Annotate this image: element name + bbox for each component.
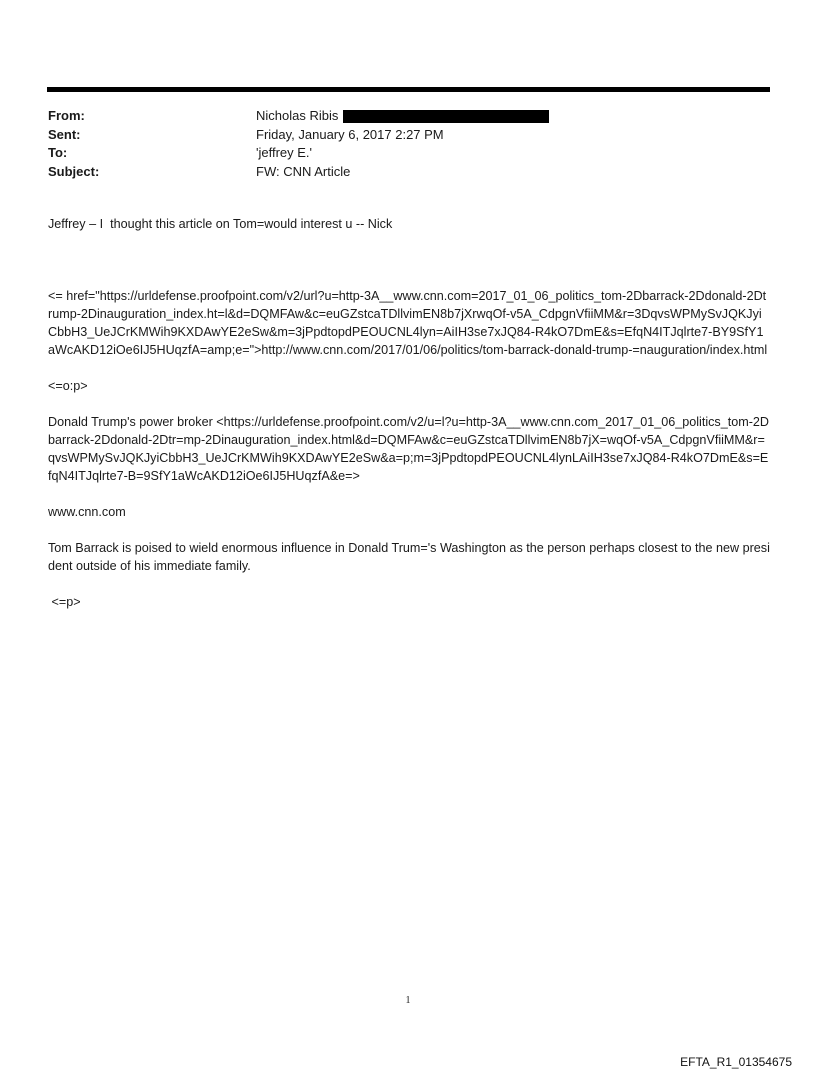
op-tag-paragraph: <=o:p>: [48, 379, 88, 393]
summary-paragraph: Tom Barrack is poised to wield enormous influence in Donald Trum='s Washington as the person perhaps closest to the new president outside of his immediate family.: [48, 541, 770, 573]
sent-value: Friday, January 6, 2017 2:27 PM: [256, 126, 444, 142]
power-broker-paragraph: Donald Trump's power broker <https://urldefense.proofpoint.com/v2/u=l?u=http-3A__www.cnn.com_2017_01_06_politics_tom-2Dbarrack-2Ddonald-2Dtr=mp-2Dinauguration_index.html&d=DQMFAw&c=euGZstcaTDllvimEN8b7jX=wqOf-v5A_CdpgnVfiiMM&r=qvsWPMySvJQKJyiCbbH3_UeJCrKMWih9KXDAwYE2eSw&a=p;m=3jPpdtopdPEOUCNL4lynLAiIH3se7xJQ84-R4kO7DmE&s=EfqN4ITJqlrte7-B=9SfY1aWcAKD12iOe6IJ5HUqzfA&e=>: [48, 415, 770, 483]
page-number: 1: [405, 995, 411, 1006]
sender-name: Nicholas Ribis: [256, 108, 339, 124]
from-row: [48, 107, 768, 126]
sent-row: [48, 126, 768, 145]
to-row: [48, 144, 768, 163]
email-body: [48, 215, 770, 611]
bates-number: EFTA_R1_01354675: [680, 1055, 792, 1069]
link-paragraph: <= href="https://urldefense.proofpoint.com/v2/url?u=http-3A__www.cnn.com=2017_01_06_politics_tom-2Dbarrack-2Ddonald-2Dtrump-2Dinauguration_index.ht=l&d=DQMFAw&c=euGZstcaTDllvimEN8b7jXrwqOf-v5A_CdpgnVfiiMM&r=3DqvsWPMySvJQKJyiCbbH3_UeJCrKMWih9KXDAwYE2eSw&m=3jPpdtopdPEOUCNL4lyn=AiIH3se7xJQ84-R4kO7DmE&s=EfqN4ITJqlrte7-BY9SfY1aWcAKD12iOe6IJ5HUqzfA=amp;e=">http://www.cnn.com/2017/01/06/politics/tom-barrack-donald-trump-=nauguration/index.html: [48, 289, 768, 357]
sent-label: Sent:: [48, 126, 81, 142]
email-header: [48, 107, 768, 181]
header-rule: [47, 87, 770, 92]
domain-paragraph: www.cnn.com: [48, 505, 126, 519]
intro-paragraph: Jeffrey – I thought this article on Tom=would interest u -- Nick: [48, 217, 393, 231]
redaction-bar: [343, 110, 549, 123]
p-tag-paragraph: <=p>: [48, 595, 81, 609]
subject-row: [48, 163, 768, 182]
to-label: To:: [48, 145, 68, 160]
from-label: From:: [48, 108, 85, 123]
subject-value: FW: CNN Article: [256, 163, 351, 179]
from-value: [256, 107, 768, 126]
to-value: 'jeffrey E.': [256, 145, 313, 161]
subject-label: Subject:: [48, 163, 100, 179]
